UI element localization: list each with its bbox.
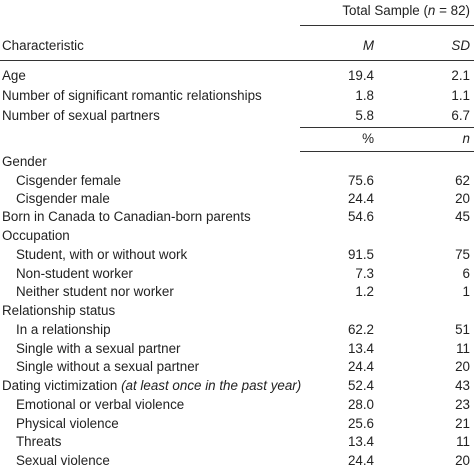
row-label: Threats [16, 434, 62, 449]
row-percent: 7.3 [355, 266, 374, 281]
row-percent: 13.4 [347, 434, 374, 449]
row-n: 1 [462, 284, 470, 299]
row-n: 62 [455, 173, 470, 188]
section-heading-relationship: Relationship status [2, 303, 116, 318]
n-header: n [462, 131, 470, 146]
sample-suffix: = 82) [435, 3, 470, 18]
row-label: Single with a sexual partner [16, 341, 181, 356]
row-mean: 1.8 [355, 88, 374, 103]
section-heading-occupation: Occupation [2, 228, 70, 243]
row-n: 51 [455, 322, 470, 337]
row-label-dating-victimization [2, 376, 301, 395]
row-n: 43 [455, 378, 470, 393]
row-n: 75 [455, 247, 470, 262]
dating-victimization-qualifier: (at least once in the past year) [121, 378, 302, 393]
row-sd: 6.7 [451, 108, 470, 123]
row-label: Age [2, 68, 26, 83]
row-n: 20 [455, 359, 470, 374]
row-percent: 75.6 [347, 173, 374, 188]
sd-header: SD [451, 38, 470, 53]
row-percent: 13.4 [347, 341, 374, 356]
row-n: 21 [455, 416, 470, 431]
row-label: Sexual violence [16, 453, 110, 468]
row-label: In a relationship [16, 322, 111, 337]
row-percent: 52.4 [347, 378, 374, 393]
row-percent: 24.4 [347, 359, 374, 374]
row-sd: 1.1 [451, 88, 470, 103]
mean-header: M [362, 38, 374, 53]
row-label: Emotional or verbal violence [16, 397, 185, 412]
row-percent: 25.6 [347, 416, 374, 431]
section-heading-gender: Gender [2, 154, 47, 169]
header-rule [300, 25, 474, 26]
percent-header: % [362, 131, 374, 146]
row-n: 20 [455, 191, 470, 206]
characteristic-header: Characteristic [2, 38, 84, 53]
row-percent: 54.6 [347, 209, 374, 224]
row-mean: 5.8 [355, 108, 374, 123]
row-label: Cisgender male [16, 191, 110, 206]
row-n: 11 [456, 434, 470, 449]
row-n: 20 [455, 453, 470, 468]
row-n: 11 [456, 341, 470, 356]
row-n: 6 [462, 266, 470, 281]
row-label: Neither student nor worker [16, 284, 174, 299]
sample-prefix: Total Sample ( [342, 3, 428, 18]
total-sample-header [342, 1, 470, 20]
subheader-rule-bottom [300, 151, 474, 152]
column-header-rule [0, 60, 474, 61]
sample-n-symbol: n [427, 3, 436, 18]
row-percent: 1.2 [355, 284, 374, 299]
row-n: 45 [455, 209, 470, 224]
row-n: 23 [455, 397, 470, 412]
row-sd: 2.1 [451, 68, 470, 83]
row-label: Student, with or without work [16, 247, 188, 262]
subheader-rule-top [300, 127, 474, 128]
row-label: Born in Canada to Canadian-born parents [2, 209, 251, 224]
row-label: Single without a sexual partner [16, 359, 200, 374]
row-label: Non-student worker [16, 266, 133, 281]
row-percent: 91.5 [347, 247, 374, 262]
row-percent: 62.2 [347, 322, 374, 337]
row-percent: 24.4 [347, 453, 374, 468]
row-label: Cisgender female [16, 173, 121, 188]
row-mean: 19.4 [347, 68, 374, 83]
row-label: Physical violence [16, 416, 119, 431]
row-percent: 24.4 [347, 191, 374, 206]
dating-victimization-label: Dating victimization [2, 378, 122, 393]
row-label: Number of sexual partners [2, 108, 160, 123]
row-percent: 28.0 [347, 397, 374, 412]
row-label: Number of significant romantic relationships [2, 88, 262, 103]
